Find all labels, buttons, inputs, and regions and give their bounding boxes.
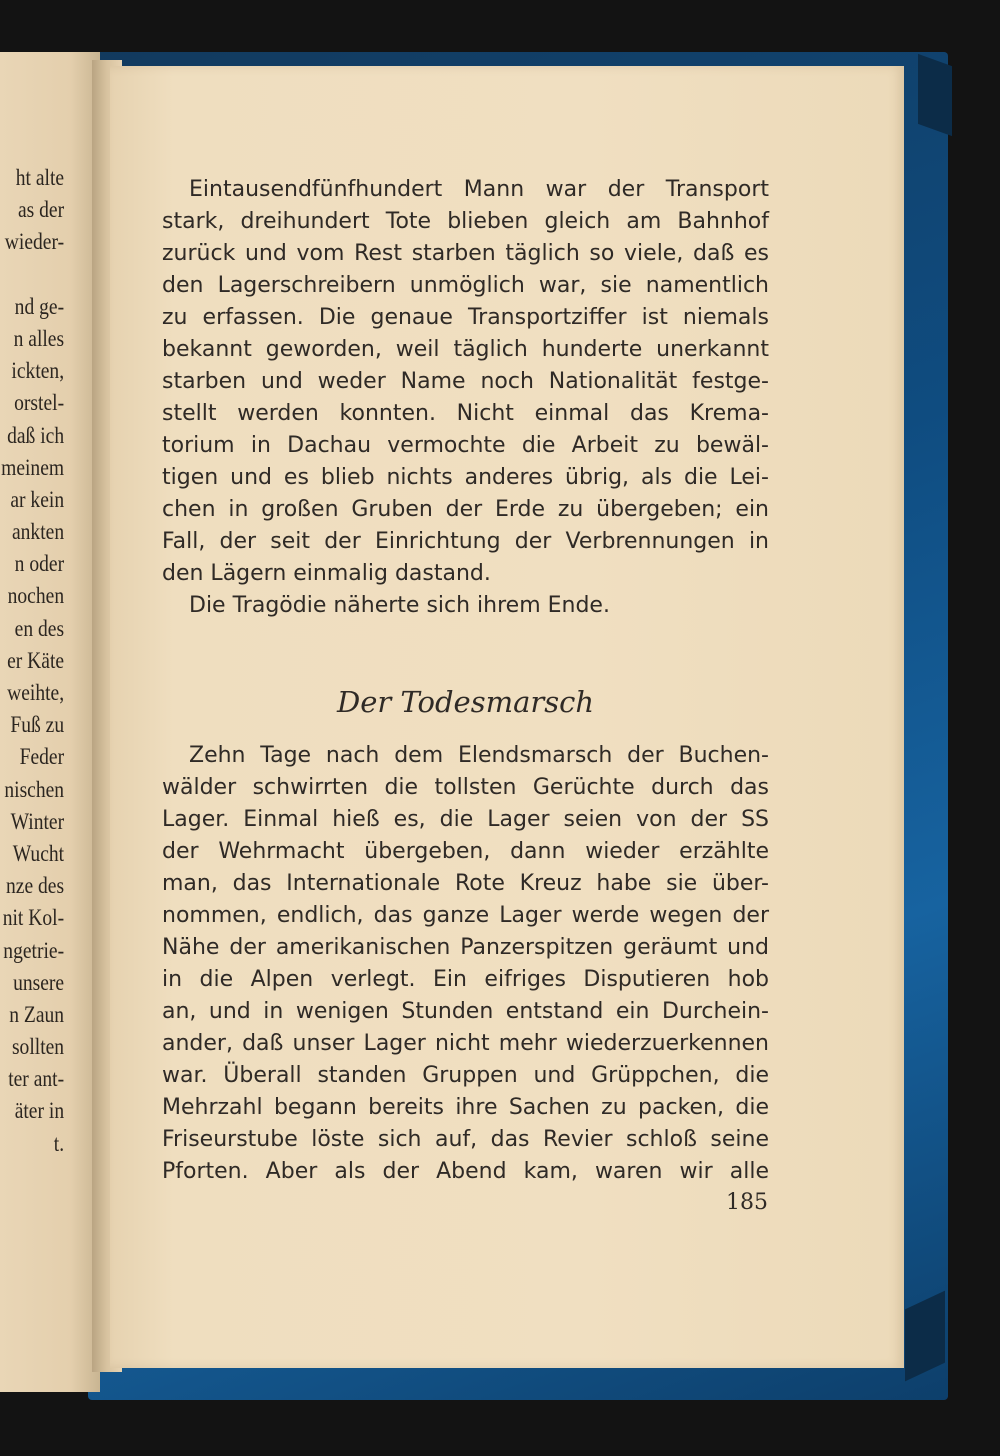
section-heading: Der Todesmarsch bbox=[336, 685, 595, 719]
prev-line: n Zaun bbox=[9, 1001, 64, 1027]
body-line: Eintausendfünfhundert Mann war der Transport bbox=[189, 177, 769, 202]
body-line: Lager. Einmal hieß es, die Lager seien von der SS bbox=[162, 807, 769, 832]
prev-line: ickten, bbox=[11, 358, 65, 384]
prev-line: wieder- bbox=[4, 229, 64, 255]
prev-line: ter ant- bbox=[8, 1066, 64, 1092]
page-number: 185 bbox=[726, 1190, 768, 1215]
body-line: ander, daß unser Lager nicht mehr wiederzuerkennen bbox=[162, 1031, 769, 1056]
prev-line: er Käte bbox=[7, 647, 64, 673]
prev-line: as der bbox=[17, 197, 64, 223]
body-line: den Lägern einmalig dastand. bbox=[162, 561, 491, 586]
body-line: zurück und vom Rest starben täglich so viele, daß es bbox=[162, 241, 769, 266]
prev-line: n alles bbox=[13, 325, 64, 351]
prev-line: Feder bbox=[19, 744, 64, 770]
previous-page bbox=[0, 52, 100, 1392]
body-line: der Wehrmacht übergeben, dann wieder erzählte bbox=[162, 839, 769, 864]
prev-line: weihte, bbox=[6, 680, 64, 705]
body-line: an, und in wenigen Stunden entstand ein Durchein- bbox=[162, 999, 769, 1024]
body-line: Die Tragödie näherte sich ihrem Ende. bbox=[189, 593, 610, 618]
prev-line: ar kein bbox=[10, 486, 64, 512]
prev-line-blank bbox=[1, 259, 64, 291]
body-line: starben und weder Name noch Nationalität festge- bbox=[162, 369, 769, 394]
prev-line: nze des bbox=[5, 873, 65, 899]
prev-line: Wucht bbox=[12, 840, 65, 866]
body-line: stellt werden konnten. Nicht einmal das Krema- bbox=[162, 401, 769, 426]
body-line: bekannt geworden, weil täglich hunderte unerkannt bbox=[162, 337, 769, 362]
body-line: den Lagerschreibern unmöglich war, sie namentlich bbox=[162, 273, 769, 298]
prev-line: äter in bbox=[14, 1098, 64, 1124]
body-line: Nähe der amerikanischen Panzerspitzen geräumt und bbox=[162, 935, 769, 960]
body-line: zu erfassen. Die genaue Transportziffer ist niemals bbox=[162, 305, 769, 330]
prev-line: orstel- bbox=[14, 390, 64, 416]
prev-line: t. bbox=[53, 1130, 64, 1156]
prev-line: unsere bbox=[12, 969, 64, 995]
previous-page-text bbox=[1, 162, 64, 1160]
body-line: torium in Dachau vermochte die Arbeit zu bewäl- bbox=[162, 433, 769, 458]
prev-line: ngetrie- bbox=[3, 937, 64, 963]
prev-line: n oder bbox=[14, 551, 65, 577]
body-line: man, das Internationale Rote Kreuz habe sie über- bbox=[162, 871, 769, 896]
body-line: tigen und es blieb nichts anderes übrig, als die Lei- bbox=[162, 465, 769, 490]
body-line: stark, dreihundert Tote blieben gleich am Bahnhof bbox=[162, 209, 769, 234]
cover-corner-top bbox=[918, 54, 952, 136]
body-line: Fall, der seit der Einrichtung der Verbrennungen in bbox=[162, 529, 769, 554]
prev-line: meinem bbox=[1, 454, 64, 480]
prev-line: Winter bbox=[10, 808, 65, 834]
body-line: chen in großen Gruben der Erde zu übergeben; ein bbox=[162, 497, 769, 522]
prev-line: en des bbox=[14, 615, 65, 641]
body-line: Zehn Tage nach dem Elendsmarsch der Buchen- bbox=[189, 743, 769, 768]
body-line: Mehrzahl begann bereits ihre Sachen zu packen, die bbox=[162, 1095, 769, 1120]
prev-line: nochen bbox=[7, 583, 64, 609]
prev-line: nit Kol- bbox=[2, 905, 64, 931]
prev-line: ht alte bbox=[15, 165, 65, 190]
body-line: war. Überall standen Gruppen und Grüppchen, die bbox=[162, 1063, 769, 1088]
prev-line: ankten bbox=[11, 519, 64, 545]
prev-line: nischen bbox=[4, 776, 64, 802]
prev-line: Fuß zu bbox=[10, 712, 65, 738]
body-line: in die Alpen verlegt. Ein eifriges Disputieren hob bbox=[162, 967, 769, 992]
body-line: Pforten. Aber als der Abend kam, waren wir alle bbox=[162, 1159, 769, 1184]
page-body bbox=[162, 174, 769, 1188]
prev-line: sollten bbox=[11, 1034, 64, 1060]
body-line: Friseurstube löste sich auf, das Revier schloß seine bbox=[162, 1127, 769, 1152]
body-line: wälder schwirrten die tollsten Gerüchte durch das bbox=[162, 775, 769, 800]
prev-line: nd ge- bbox=[14, 293, 65, 319]
body-line: nommen, endlich, das ganze Lager werde wegen der bbox=[162, 903, 769, 928]
prev-line: daß ich bbox=[6, 422, 64, 448]
